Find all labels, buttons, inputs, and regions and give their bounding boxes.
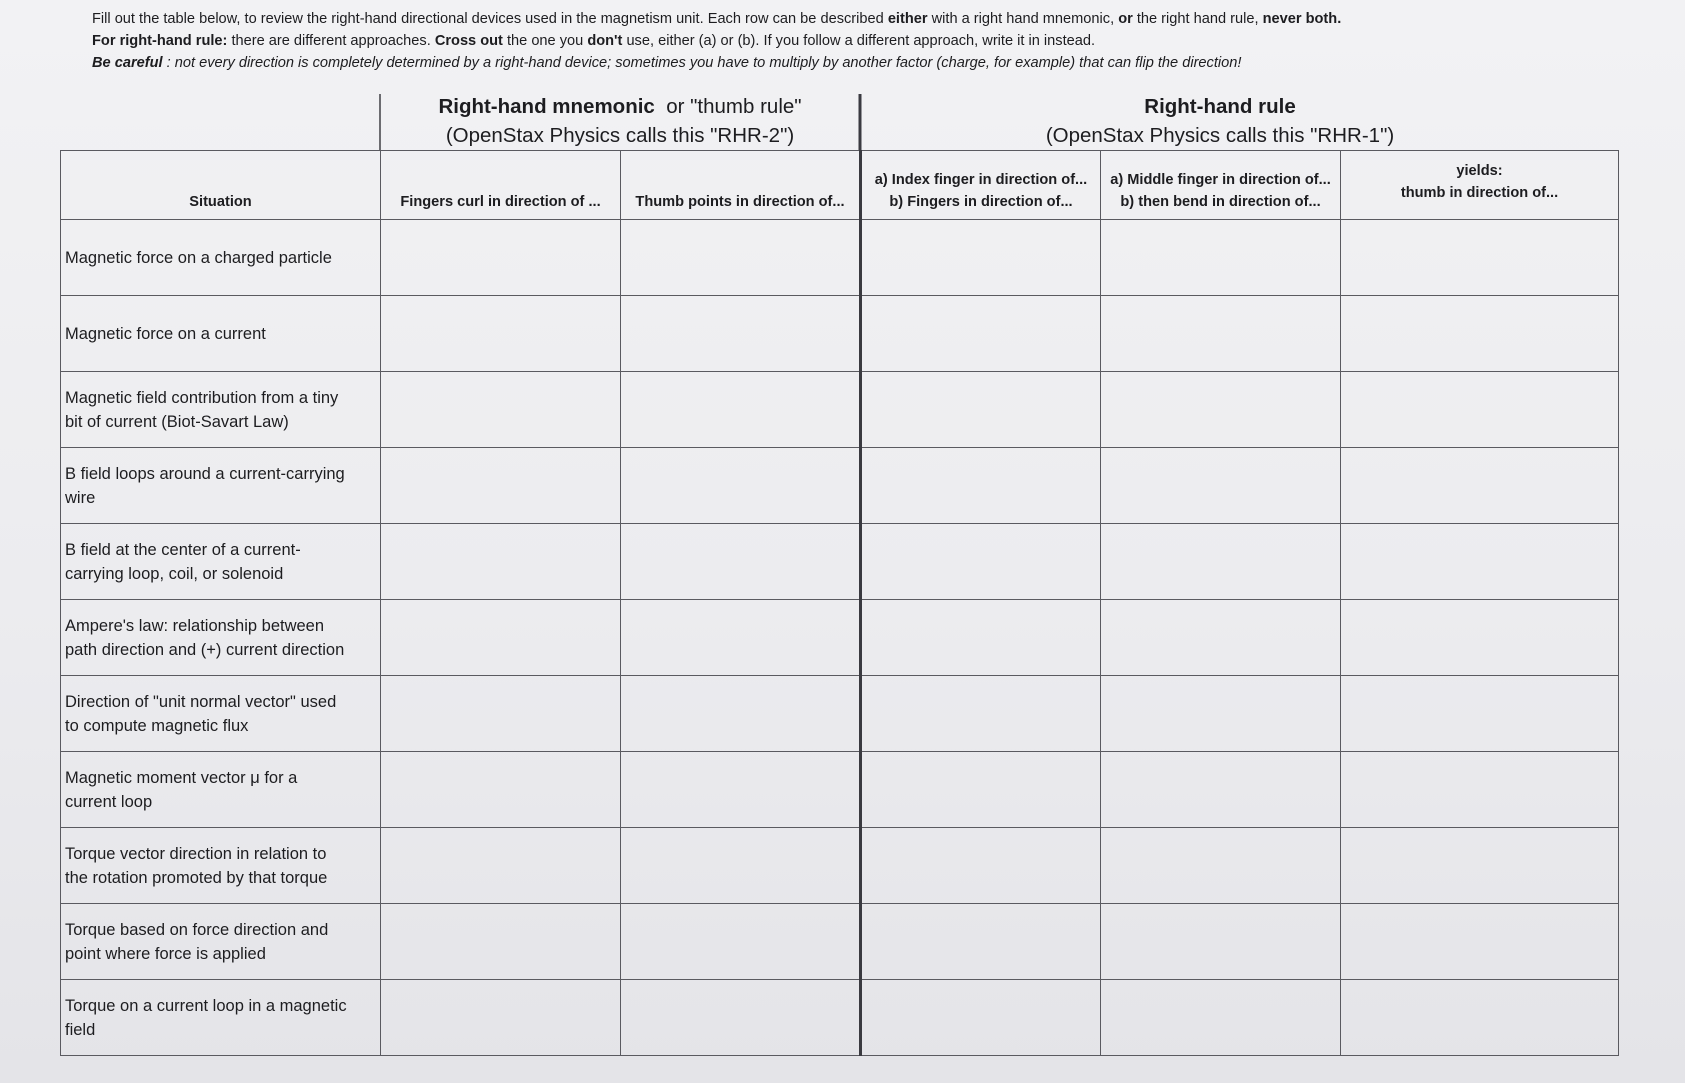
index-finger-answer-cell[interactable]	[861, 980, 1101, 1056]
situation-text: Direction of "unit normal vector" used	[65, 692, 337, 711]
column-header-index-finger	[861, 151, 1101, 220]
table-row	[61, 904, 1619, 980]
fingers-curl-answer-cell[interactable]	[381, 980, 621, 1056]
header-option-b[interactable]: b) then bend in direction of...	[1120, 194, 1321, 210]
index-finger-answer-cell[interactable]	[861, 372, 1101, 448]
situation-text: Torque based on force direction and	[65, 920, 329, 939]
index-finger-answer-cell[interactable]	[861, 448, 1101, 524]
yields-answer-cell[interactable]	[1341, 828, 1619, 904]
instruction-text: use, either (a) or (b). If you follow a different approach, write it in instead.	[622, 33, 1096, 49]
table-row	[61, 220, 1619, 296]
header-text: Situation	[189, 194, 252, 210]
situation-text: B field at the center of a current-	[65, 540, 301, 559]
table-row	[61, 828, 1619, 904]
instruction-text: the right hand rule,	[1132, 11, 1263, 27]
situation-text: Magnetic force on a charged particle	[65, 248, 332, 267]
thumb-points-answer-cell[interactable]	[621, 676, 861, 752]
column-header-thumb-points	[621, 151, 861, 220]
header-text: Thumb points in direction of...	[635, 194, 845, 210]
table-row	[61, 372, 1619, 448]
fingers-curl-answer-cell[interactable]	[381, 752, 621, 828]
instruction-text: : not every direction is completely determined by a right-hand device; sometimes you have to multiply by another factor (charge, for example) that can flip the direction!	[162, 55, 1242, 71]
yields-answer-cell[interactable]	[1341, 372, 1619, 448]
thumb-points-answer-cell[interactable]	[621, 372, 861, 448]
column-header-fingers-curl	[381, 151, 621, 220]
fingers-curl-answer-cell[interactable]	[381, 676, 621, 752]
header-option-a[interactable]: a) Middle finger in direction of...	[1110, 172, 1331, 188]
yields-answer-cell[interactable]	[1341, 220, 1619, 296]
fingers-curl-answer-cell[interactable]	[381, 904, 621, 980]
table-row	[61, 980, 1619, 1056]
index-finger-answer-cell[interactable]	[861, 600, 1101, 676]
middle-finger-answer-cell[interactable]	[1101, 904, 1341, 980]
yields-answer-cell[interactable]	[1341, 600, 1619, 676]
instruction-line-1	[92, 8, 1632, 30]
situation-cell	[61, 676, 381, 752]
instruction-text: there are different approaches.	[227, 33, 435, 49]
instruction-line-2	[92, 30, 1632, 52]
situation-text: Magnetic moment vector μ for a	[65, 768, 298, 787]
situation-cell	[61, 448, 381, 524]
situation-text: carrying loop, coil, or solenoid	[65, 564, 284, 583]
middle-finger-answer-cell[interactable]	[1101, 448, 1341, 524]
situation-text: to compute magnetic flux	[65, 716, 249, 735]
mnemonic-title	[380, 92, 860, 121]
middle-finger-answer-cell[interactable]	[1101, 524, 1341, 600]
middle-finger-answer-cell[interactable]	[1101, 296, 1341, 372]
situation-text: point where force is applied	[65, 944, 266, 963]
instruction-text: with a right hand mnemonic,	[927, 11, 1119, 27]
middle-finger-answer-cell[interactable]	[1101, 980, 1341, 1056]
thumb-points-answer-cell[interactable]	[621, 524, 861, 600]
situation-cell	[61, 372, 381, 448]
middle-finger-answer-cell[interactable]	[1101, 676, 1341, 752]
middle-finger-answer-cell[interactable]	[1101, 372, 1341, 448]
situation-cell	[61, 220, 381, 296]
situation-text: B field loops around a current-carrying	[65, 464, 345, 483]
mnemonic-title-bold: Right-hand mnemonic	[438, 95, 655, 118]
instruction-text: Fill out the table below, to review the right-hand directional devices used in the magnetism unit. Each row can be described	[92, 11, 888, 27]
situation-text: Magnetic force on a current	[65, 324, 266, 343]
header-option-b[interactable]: b) Fingers in direction of...	[889, 194, 1073, 210]
situation-text: bit of current (Biot-Savart Law)	[65, 412, 289, 431]
table-row	[61, 296, 1619, 372]
column-header-situation	[61, 151, 381, 220]
yields-answer-cell[interactable]	[1341, 524, 1619, 600]
instruction-emphasis: Cross out	[434, 33, 503, 49]
index-finger-answer-cell[interactable]	[861, 828, 1101, 904]
index-finger-answer-cell[interactable]	[861, 296, 1101, 372]
instruction-emphasis: don't	[587, 33, 623, 49]
header-text: thumb in direction of...	[1400, 185, 1559, 201]
fingers-curl-answer-cell[interactable]	[381, 372, 621, 448]
index-finger-answer-cell[interactable]	[861, 904, 1101, 980]
header-text: yields:	[1456, 163, 1503, 179]
yields-answer-cell[interactable]	[1341, 676, 1619, 752]
mnemonic-group-header	[380, 92, 860, 150]
situation-cell	[61, 980, 381, 1056]
thumb-points-answer-cell[interactable]	[621, 448, 861, 524]
instruction-emphasis: For right-hand rule:	[92, 33, 228, 49]
situation-text: the rotation promoted by that torque	[65, 868, 328, 887]
yields-answer-cell[interactable]	[1341, 980, 1619, 1056]
thumb-points-answer-cell[interactable]	[621, 600, 861, 676]
situation-text: Torque on a current loop in a magnetic	[65, 996, 347, 1015]
situation-cell	[61, 524, 381, 600]
thumb-points-answer-cell[interactable]	[621, 220, 861, 296]
column-header-middle-finger	[1101, 151, 1341, 220]
thumb-points-answer-cell[interactable]	[621, 828, 861, 904]
column-header-yields	[1341, 151, 1619, 220]
mnemonic-subtitle: (OpenStax Physics calls this "RHR-2")	[445, 124, 795, 147]
situation-text: Torque vector direction in relation to	[65, 844, 327, 863]
column-header-row	[61, 151, 1619, 220]
situation-text: Ampere's law: relationship between	[65, 616, 325, 635]
mnemonic-title-rest: or "thumb rule"	[654, 95, 802, 118]
yields-answer-cell[interactable]	[1341, 904, 1619, 980]
instruction-emphasis: Be careful	[92, 55, 163, 71]
rule-title	[1000, 92, 1440, 121]
situation-cell	[61, 296, 381, 372]
table-row	[61, 676, 1619, 752]
fingers-curl-answer-cell[interactable]	[381, 448, 621, 524]
instruction-line-3	[92, 52, 1632, 74]
table-row	[61, 752, 1619, 828]
review-table	[60, 150, 1619, 1056]
situation-text: path direction and (+) current direction	[65, 640, 345, 659]
situation-cell	[61, 828, 381, 904]
instructions	[92, 8, 1632, 74]
instruction-emphasis: never both.	[1262, 11, 1342, 27]
yields-answer-cell[interactable]	[1341, 296, 1619, 372]
thumb-points-answer-cell[interactable]	[621, 296, 861, 372]
situation-cell	[61, 752, 381, 828]
fingers-curl-answer-cell[interactable]	[381, 828, 621, 904]
middle-finger-answer-cell[interactable]	[1101, 828, 1341, 904]
instruction-emphasis: either	[887, 11, 928, 27]
thumb-points-answer-cell[interactable]	[621, 980, 861, 1056]
middle-finger-answer-cell[interactable]	[1101, 600, 1341, 676]
fingers-curl-answer-cell[interactable]	[381, 600, 621, 676]
middle-finger-answer-cell[interactable]	[1101, 220, 1341, 296]
index-finger-answer-cell[interactable]	[861, 524, 1101, 600]
situation-text: field	[65, 1020, 96, 1039]
rule-title-bold: Right-hand rule	[1144, 95, 1296, 118]
instruction-text: the one you	[502, 33, 588, 49]
index-finger-answer-cell[interactable]	[861, 220, 1101, 296]
table-row	[61, 448, 1619, 524]
yields-answer-cell[interactable]	[1341, 448, 1619, 524]
table-row	[61, 524, 1619, 600]
table-body	[61, 220, 1619, 1056]
fingers-curl-answer-cell[interactable]	[381, 220, 621, 296]
fingers-curl-answer-cell[interactable]	[381, 296, 621, 372]
situation-text: wire	[65, 488, 96, 507]
fingers-curl-answer-cell[interactable]	[381, 524, 621, 600]
table-row	[61, 600, 1619, 676]
situation-cell	[61, 600, 381, 676]
instruction-emphasis: or	[1118, 11, 1133, 27]
yields-answer-cell[interactable]	[1341, 752, 1619, 828]
middle-finger-answer-cell[interactable]	[1101, 752, 1341, 828]
rule-subtitle: (OpenStax Physics calls this "RHR-1")	[1045, 124, 1395, 147]
rule-group-header	[1000, 92, 1440, 150]
situation-text: Magnetic field contribution from a tiny	[65, 388, 339, 407]
situation-cell	[61, 904, 381, 980]
situation-text: current loop	[65, 792, 153, 811]
header-text: Fingers curl in direction of ...	[400, 194, 601, 210]
index-finger-answer-cell[interactable]	[861, 676, 1101, 752]
index-finger-answer-cell[interactable]	[861, 752, 1101, 828]
thumb-points-answer-cell[interactable]	[621, 752, 861, 828]
header-option-a[interactable]: a) Index finger in direction of...	[874, 172, 1088, 188]
thumb-points-answer-cell[interactable]	[621, 904, 861, 980]
